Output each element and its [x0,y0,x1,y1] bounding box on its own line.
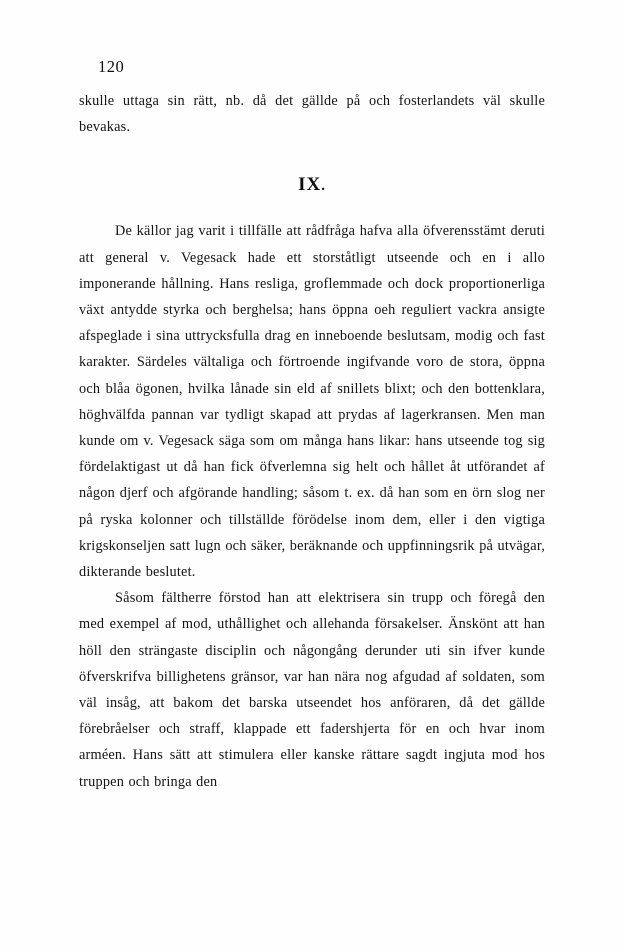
paragraph-commander: Såsom fältherre förstod han att elektrisera sin trupp och föregå den med exempel af mod, uthållighet och allehanda försakelser. Änskönt att han höll den strängaste disciplin och någongång derunder uti sin ifver kunde öfverskrifva billighetens gränsor, var han nära nog afgudad af soldaten, som väl insåg, att bakom det barska utseendet hos anföraren, då det gällde förebråelser och straff, klappade ett fadershjerta för en och hvar inom arméen. Hans sätt att stimulera eller kanske rättare sagdt ingjuta mod hos truppen och bringa den [79,590,545,790]
paragraph-continued: skulle uttaga sin rätt, nb. då det gällde på och fosterlandets väl skulle bevakas. [79,93,545,136]
paragraph-sources: De källor jag varit i tillfälle att rådfråga hafva alla öfverensstämt deruti att general v. Vegesack hade ett storståtligt utseende och en i allo imponerande hållning. Hans resliga, groflemmade och dock proportionerliga växt antydde styrka och berghelsa; hans öppna oeh reguliert vackra ansigte afspeglade i sina uttrycksfulla drag en inneboende beslutsam, modig och fast karakter. Särdeles vältaliga och förtroende ingifvande voro de stora, öppna och blåa ögonen, hvilka lånade sin eld af snillets blixt; och den bottenklara, höghvälfda pannan var tydligt skapad att prydas af lagerkransen. Men man kunde om v. Vegesack säga som om många hans likar: hans utseende tog sig fördelaktigast ut då han fick öfverlemna sig helt och hållet åt utförandet af någon djerf och afgörande handling; såsom t. ex. då han som en örn slog ner på ryska kolonner och tillställde förödelse inom dem, eller i den vigtiga krigskonseljen satt lugn och säker, beräknande och uppfinningsrik på utvägar, dikterande beslutet. [79,223,545,581]
chapter-heading-mark: . [321,178,326,195]
chapter-numeral: IX [298,174,322,196]
page-text-block [79,88,545,795]
page-number: 120 [98,57,125,76]
chapter-heading [79,174,545,196]
